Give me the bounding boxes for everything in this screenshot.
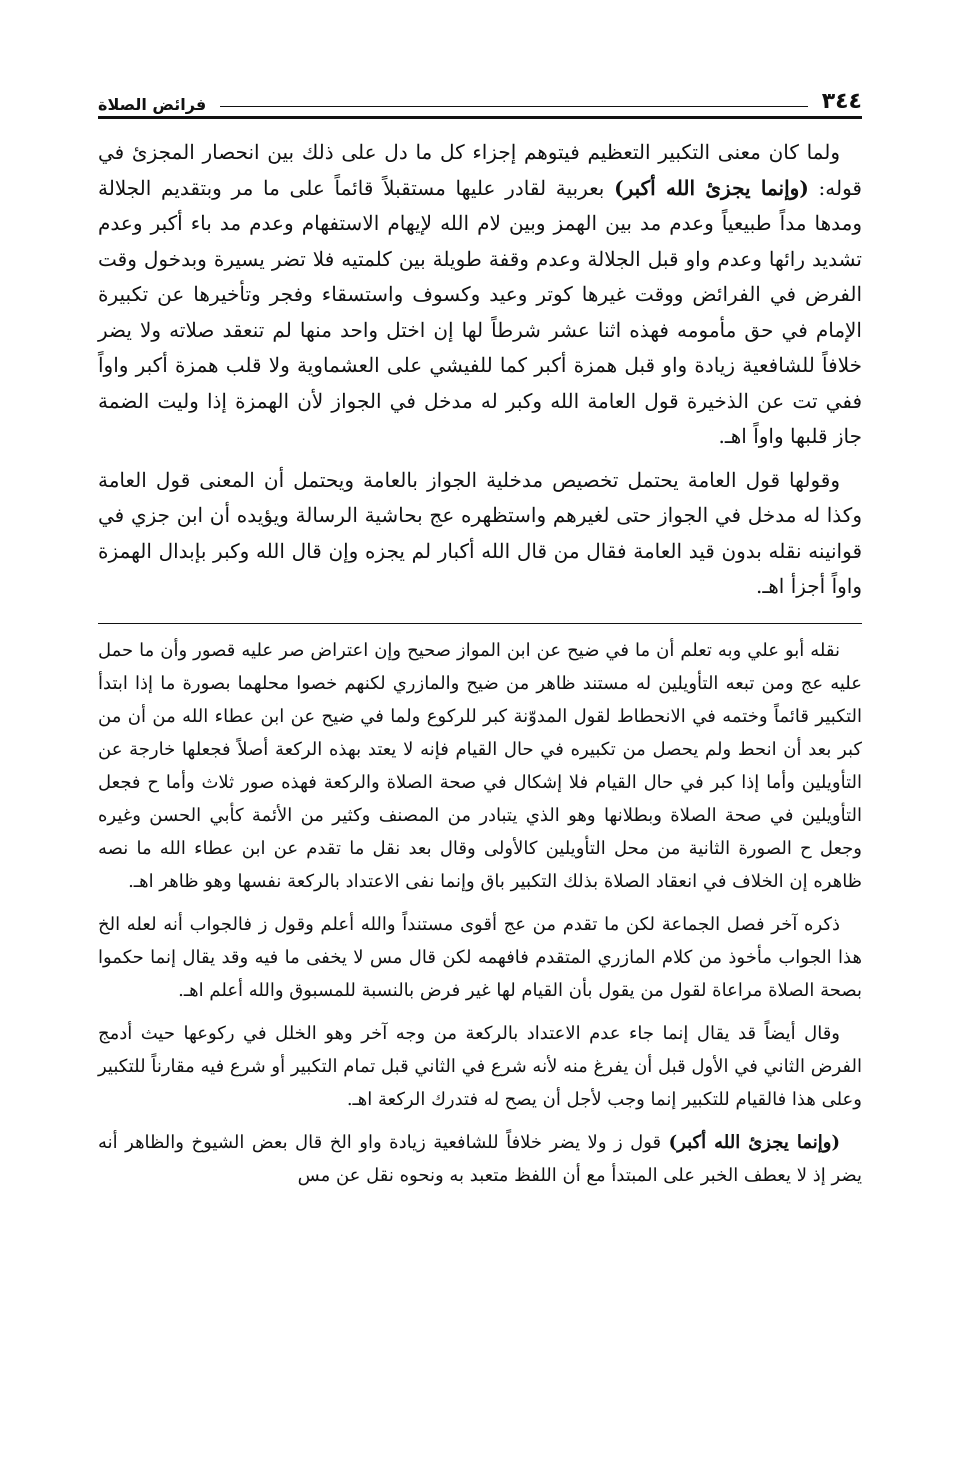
paragraph-text: بعربية لقادر عليها مستقبلاً قائماً على ما مر وبتقديم الجلالة ومدها مداً طبيعياً وعدم مد بين الهمز وبين لام الله لإيهام الاستفهام وعدم مد باء أكبر وعدم تشديد رائها وعدم واو قبل الجلالة وعدم وقفة طويلة بين كلمتيه فلا تضر يسيرة وبدخول وقت الفرض في الفرائض ووقت غيرها كوتر وعيد وكسوف واستسقاء وفجر وتأخيرها عن تكبيرة الإمام في حق مأمومه فهذه اثنا عشر شرطاً لها إن اختل واحد منها لم تنعقد صلاته ولا يضر خلافاً للشافعية زيادة واو قبل همزة أكبر كما للفيشي على العشماوية ولا قلب همزة أكبر واواً ففي تت عن الذخيرة قول العامة الله وكبر له مدخل في الجواز لأن الهمزة إذا وليت الضمة جاز قلبها واواً اهـ. xyxy=(98,175,862,448)
book-page xyxy=(98,78,862,1192)
main-paragraph-2: وقولها قول العامة يحتمل تخصيص مدخلية الجواز بالعامة ويحتمل أن المعنى قول العامة وكذا له مدخل في الجواز حتى لغيرهم واستظهره عج بحاشية الرسالة ويؤيده أن ابن جزي في قوانينه نقله بدون قيد العامة فقال من قال الله أكبار لم يجزه وإن قال الله وكبر بإبدال الهمزة واواً أجزأ اهـ. xyxy=(98,467,862,598)
paragraph-text: ولما كان معنى التكبير التعظيم فيتوهم إجزاء كل ما دل على ذلك بين انحصار المجزئ في قوله: xyxy=(98,140,862,200)
main-paragraph-1 xyxy=(98,135,862,455)
footnote-paragraph-2: ذكره آخر فصل الجماعة لكن ما تقدم من عج أقوى مستنداً والله أعلم وقول ز فالجواب أنه لعله الخ هذا الجواب مأخوذ من كلام المازري المتقدم فافهمه لكن قال مس لا يخفى ما فيه وقد يقال إنما حكموا بصحة الصلاة مراعاة لقول من يقول بأن القيام لها غير فرض بالنسبة للمسبوق والله أعلم اهـ. xyxy=(98,913,862,1001)
matn-quote: (وإنما يجزئ الله أكبر) xyxy=(614,175,809,200)
footnote-paragraph-3: وقال أيضاً قد يقال إنما جاء عدم الاعتداد بالركعة من وجه آخر وهو الخلل في ركوعها حيث أدمج الفرض الثاني في الأول قبل أن يفرغ منه لأنه شرع في الثاني قبل تمام التكبير أو شرع فيه مقارناً للتكبير وعلى هذا فالقيام للتكبير إنما وجب لأجل أن يصح له فتدرك الركعة اهـ. xyxy=(98,1022,862,1110)
running-head xyxy=(98,78,862,119)
header-rule xyxy=(220,106,808,107)
paragraph-text: قول ز ولا يضر خلافاً للشافعية زيادة واو الخ قال بعض الشيوخ والظاهر أنه يضر إذ لا يعطف الخبر على المبتدأ مع أن اللفظ متعبد به ونحوه نقل عن مس xyxy=(98,1131,862,1186)
page-number: ٣٤٤ xyxy=(821,89,862,114)
footnote-divider xyxy=(98,623,862,624)
footnote-paragraph-1: نقله أبو علي وبه تعلم أن ما في ضيح عن ابن المواز صحيح وإن اعتراض صر عليه قصور وأن ما حمل عليه عج ومن تبعه التأويلين له مستند ظاهر من ضيح والمازري لكنهم خصوا محلهما بصورة ما إذا ابتدأ التكبير قائماً وختمه في الانحطاط لقول المدوّنة كبر للركوع ولما في ضيح عن ابن عطاء الله من أن من كبر بعد أن انحط ولم يحصل من تكبيره في حال القيام فإنه لا يعتد بهذه الركعة أصلاً فجعلها خارجة عن التأويلين وأما إذا كبر في حال القيام فلا إشكال في صحة الصلاة والركعة فهذه صور ثلاث وأما ح فجعل التأويلين في صحة الصلاة وبطلانها وهو الذي يتبادر من المصنف وكثير من الأئمة كأبي الحسن وغيره وجعل ح الصورة الثانية من محل التأويلين كالأولى وقال بعد نقل ما تقدم عن ابن عطاء الله ما نصه ظاهره إن الخلاف في انعقاد الصلاة بذلك التكبير باق وإنما نفى الاعتداد بالركعة نفسها وهو ظاهر اهـ. xyxy=(98,639,862,892)
main-text xyxy=(98,135,862,605)
running-title: فرائض الصلاة xyxy=(98,95,207,114)
footnotes xyxy=(98,634,862,1192)
matn-quote: (وإنما يجزئ الله أكبر) xyxy=(668,1131,840,1153)
footnote-paragraph-4 xyxy=(98,1126,862,1192)
